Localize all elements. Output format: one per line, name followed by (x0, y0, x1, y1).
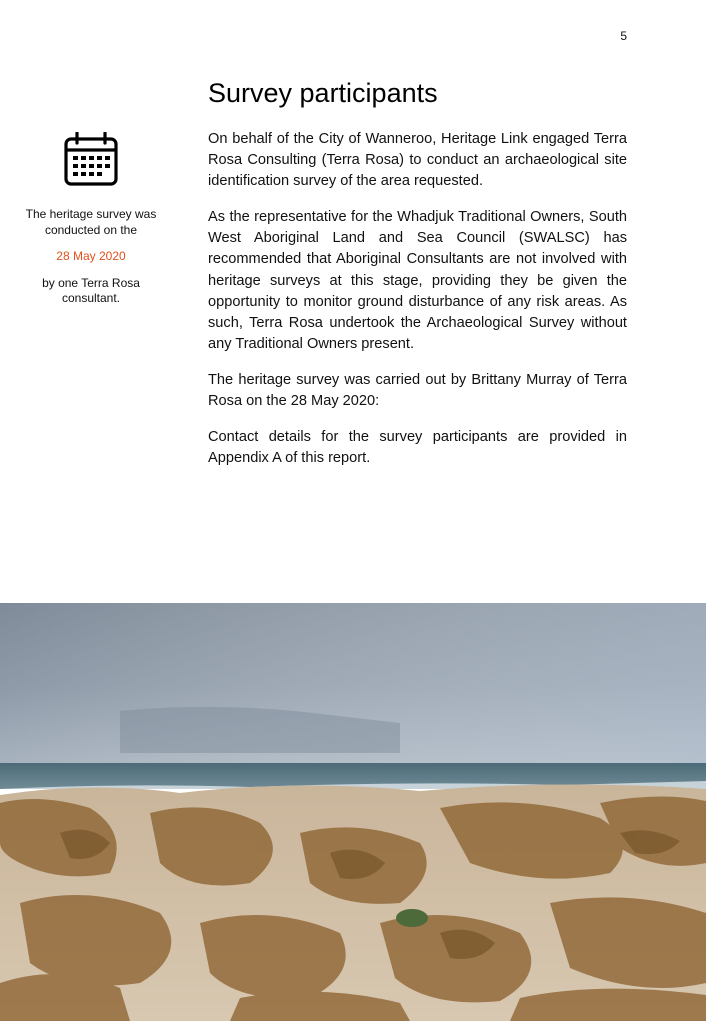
survey-date: 28 May 2020 (56, 249, 126, 263)
page-title: Survey participants (208, 78, 438, 108)
survey-date-sidebar (20, 132, 162, 307)
sidebar-text-intro: The heritage survey was conducted on the (25, 207, 157, 237)
paragraph: Contact details for the survey participants are provided in Appendix A of this report. (208, 429, 627, 467)
paragraph: As the representative for the Whadjuk Traditional Owners, South West Aboriginal Land and Sea Council (SWALSC) has recommended that Aboriginal Consultants are not involved with heritage surveys at this stage, providing they be given the opportunity to monitor ground disturbance of any risk areas. As such, Terra Rosa undertook the Archaeological Survey without any Traditional Owners present. (208, 209, 627, 352)
sidebar-text-outro: by one Terra Rosa consultant. (42, 275, 140, 305)
paragraph: The heritage survey was carried out by Brittany Murray of Terra Rosa on the 28 May 2020: (208, 371, 627, 410)
paragraph: On behalf of the City of Wanneroo, Heritage Link engaged Terra Rosa Consulting (Terra Rosa) to conduct an archaeological site identification survey of the area requested. (208, 131, 627, 190)
body-text (208, 129, 627, 484)
page-number: 5 (620, 29, 627, 43)
coastal-dunes-photo (0, 603, 706, 1021)
calendar-icon (63, 132, 119, 188)
